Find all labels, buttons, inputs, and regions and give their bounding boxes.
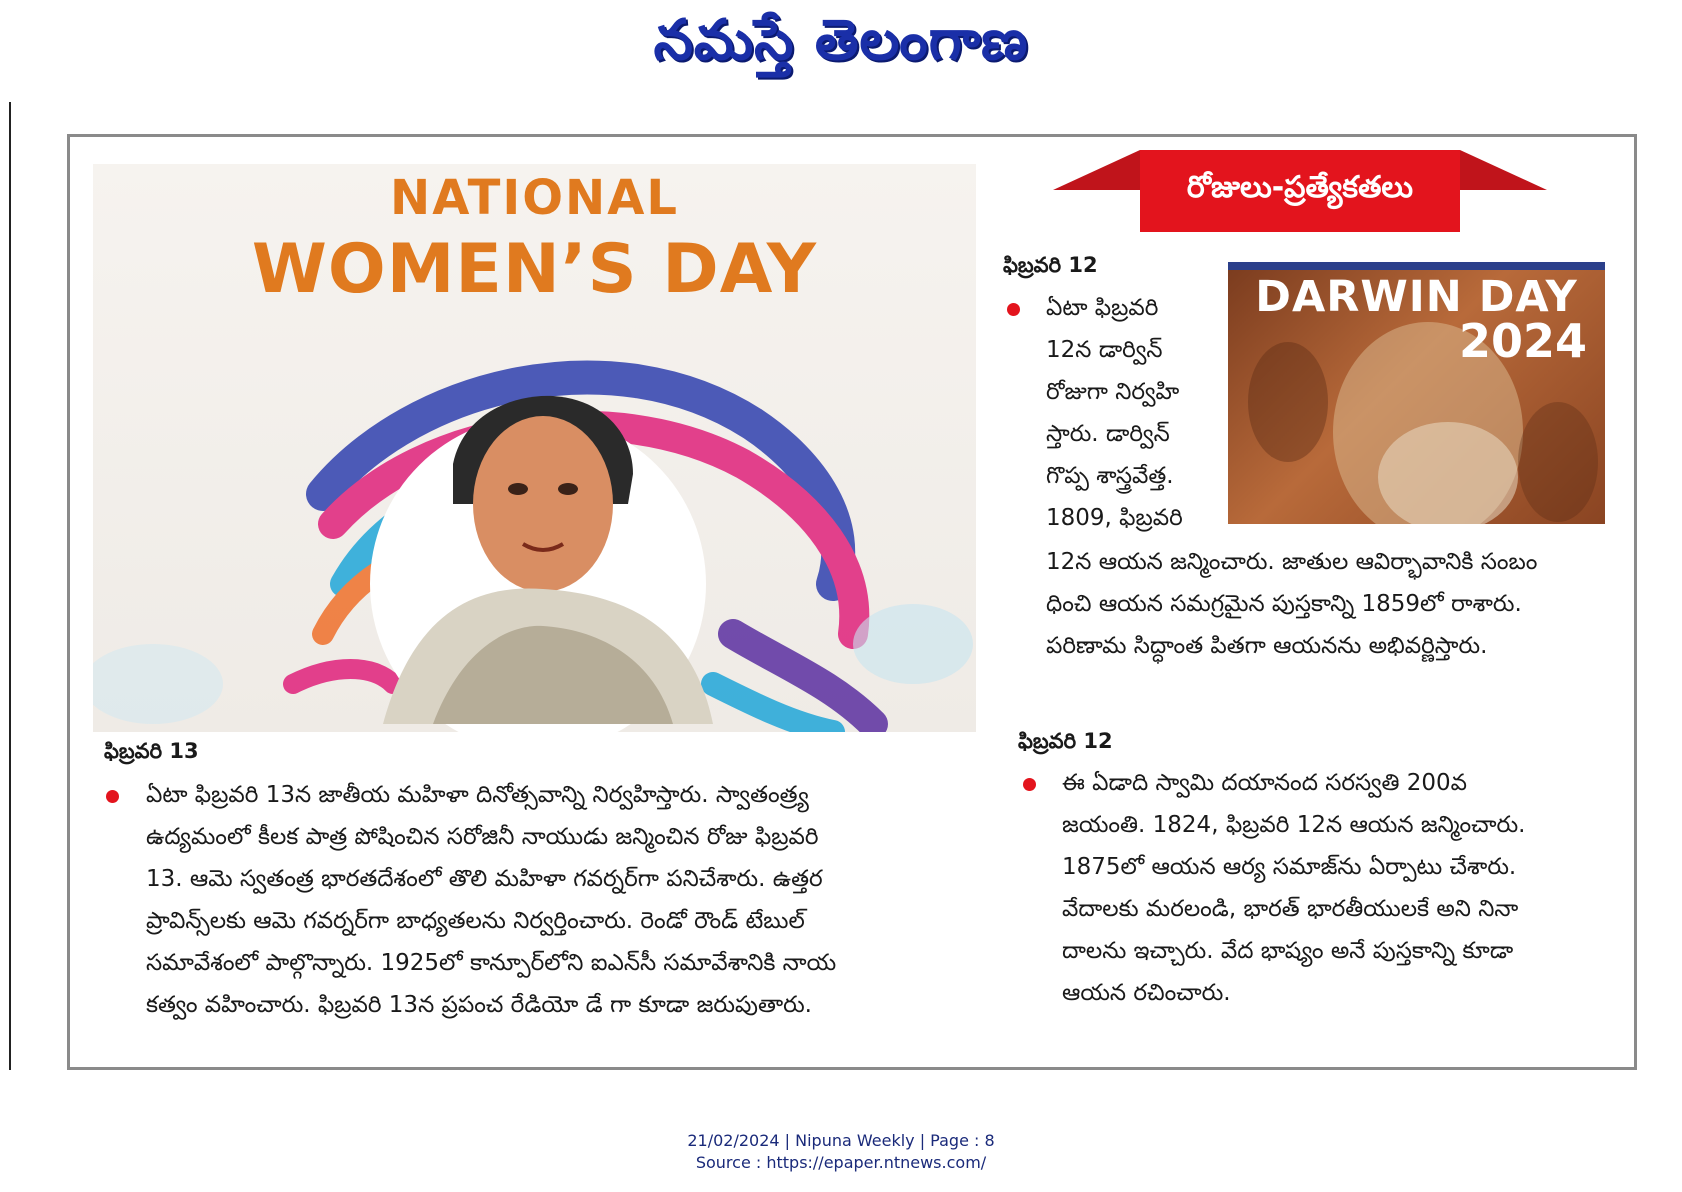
darwin-image-title: DARWIN DAY: [1255, 272, 1578, 322]
text-line: 1875లో ఆయన ఆర్య సమాజ్‌ను ఏర్పాటు చేశారు.: [1062, 854, 1517, 880]
darwin-day-image: [1228, 262, 1605, 524]
text-line: గొప్ప శాస్త్రవేత్త.: [1046, 463, 1174, 489]
darwin-bullet: [1007, 303, 1020, 316]
portrait-illustration: [93, 164, 976, 732]
text-line: సమావేశంలో పాల్గొన్నారు. 1925లో కాన్పూర్‌లోని ఐఎన్‌సీ సమావేశానికి నాయ: [146, 950, 837, 976]
text-line: జయంతి. 1824, ఫిబ్రవరి 12న ఆయన జన్మించారు.: [1062, 812, 1526, 838]
footer-source-line: Source : https://epaper.ntnews.com/: [695, 1153, 987, 1172]
text-line: ధించి ఆయన సమగ్రమైన పుస్తకాన్ని 1859లో రాశారు.: [1046, 591, 1522, 617]
womens-day-date: ఫిబ్రవరి 13: [104, 739, 199, 763]
section-banner: [1140, 150, 1460, 232]
womens-day-image-line2: WOMEN’S DAY: [251, 230, 818, 309]
text-line: ఆయన రచించారు.: [1062, 980, 1231, 1006]
womens-day-bullet: [106, 790, 119, 803]
text-line: రోజుగా నిర్వహి: [1046, 379, 1180, 405]
text-line: పరిణామ సిద్ధాంత పితగా ఆయనను అభివర్ణిస్తారు.: [1046, 633, 1488, 659]
womens-day-image: [93, 164, 976, 732]
text-line: 12న ఆయన జన్మించారు. జాతుల ఆవిర్భావానికి సంబం: [1046, 549, 1538, 575]
womens-day-paragraph: [146, 774, 976, 1026]
darwin-paragraph-wide: [1046, 541, 1626, 667]
text-line: స్తారు. డార్విన్: [1046, 421, 1170, 447]
darwin-paragraph-narrow: [1046, 287, 1216, 539]
text-line: ఈ ఏడాది స్వామి దయానంద సరస్వతి 200వ: [1062, 770, 1468, 796]
text-line: 13. ఆమె స్వతంత్ర భారతదేశంలో తొలి మహిళా గవర్నర్‌గా పనిచేశారు. ఉత్తర: [146, 866, 823, 892]
dayananda-paragraph: [1062, 762, 1622, 1014]
page-edge-rule: [9, 102, 11, 1070]
section-banner-label: రోజులు-ప్రత్యేకతలు: [1186, 170, 1414, 205]
text-line: 12న డార్విన్: [1046, 337, 1163, 363]
text-line: ఏటా ఫిబ్రవరి: [1046, 295, 1159, 321]
text-line: ఏటా ఫిబ్రవరి 13న జాతీయ మహిళా దినోత్సవాన్ని నిర్వహిస్తారు. స్వాతంత్ర్య: [146, 782, 809, 808]
womens-day-image-line1: NATIONAL: [390, 170, 679, 226]
masthead-logo: నమస్తే తెలంగాణ: [653, 8, 1029, 73]
dayananda-bullet: [1023, 778, 1036, 791]
masthead: [0, 0, 1682, 80]
text-line: ప్రావిన్స్‌లకు ఆమె గవర్నర్‌గా బాధ్యతలను నిర్వర్తించారు. రెండో రౌండ్ టేబుల్: [146, 908, 805, 934]
footer-issue-line: 21/02/2024 | Nipuna Weekly | Page : 8: [687, 1131, 995, 1150]
darwin-image-year: 2024: [1458, 314, 1587, 368]
text-line: కత్వం వహించారు. ఫిబ్రవరి 13న ప్రపంచ రేడియో డే గా కూడా జరుపుతారు.: [146, 992, 812, 1018]
text-line: దాలను ఇచ్చారు. వేద భాష్యం అనే పుస్తకాన్ని కూడా: [1062, 938, 1514, 964]
text-line: వేదాలకు మరలండి, భారత్ భారతీయులకే అని నినా: [1062, 896, 1519, 922]
text-line: ఉద్యమంలో కీలక పాత్ర పోషించిన సరోజినీ నాయుడు జన్మించిన రోజు ఫిబ్రవరి: [146, 824, 819, 850]
dayananda-date: ఫిబ్రవరి 12: [1018, 729, 1113, 753]
darwin-day-date: ఫిబ్రవరి 12: [1003, 253, 1098, 277]
text-line: 1809, ఫిబ్రవరి: [1046, 505, 1183, 531]
